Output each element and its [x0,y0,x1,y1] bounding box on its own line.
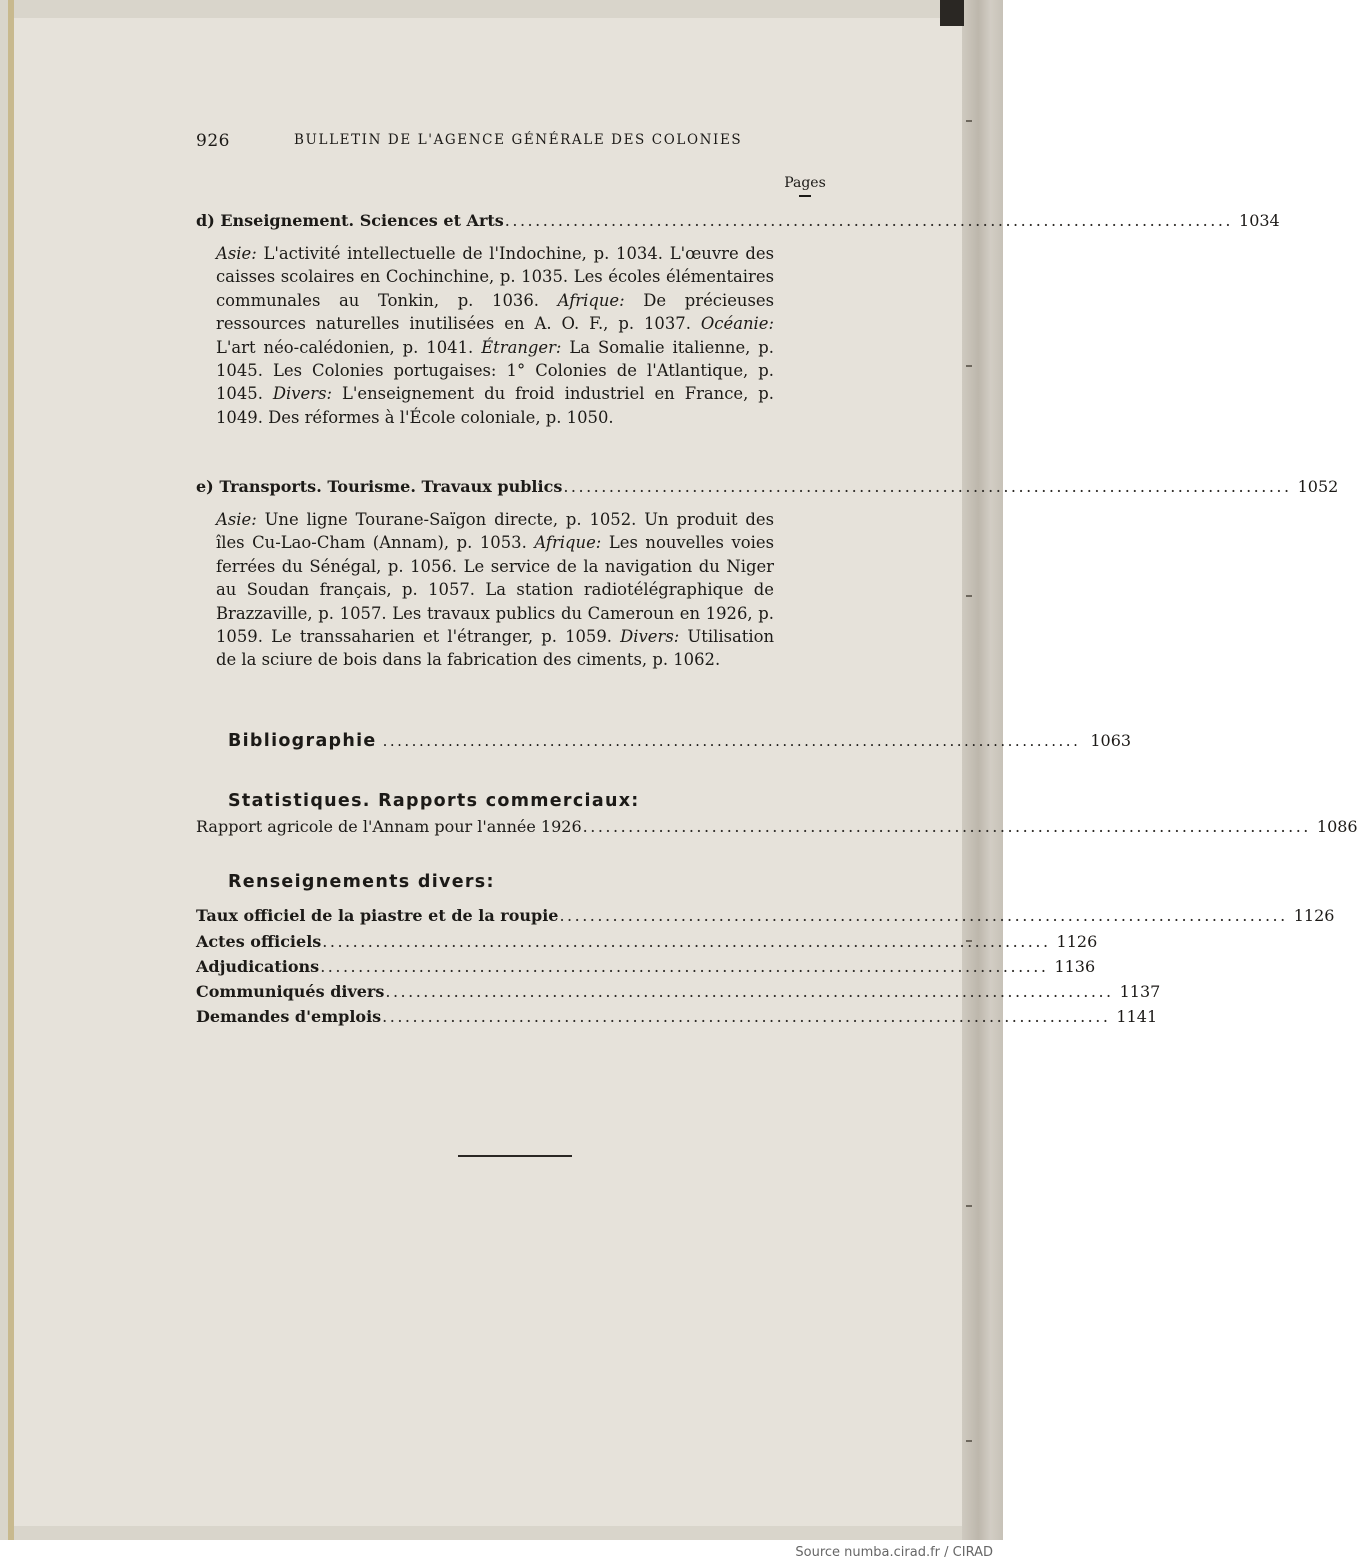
leader-dots: ................................................................................................ [559,906,1288,925]
end-rule [458,1155,572,1157]
leader-dots: ................................................................................................ [382,732,1081,750]
toc-entry-page: 1136 [1054,957,1096,976]
summary-text: L'enseignement du froid industriel en France, p. 1049. Des réformes à l'École coloniale, p. 1050. [216,384,774,427]
spine-tab [940,0,964,26]
section-e-summary [216,508,774,672]
spine-mark [966,1205,972,1207]
summary-text: L'activité intellectuelle de l'Indochine, p. 1034. L'œuvre des caisses scolaires en Cochinchine, p. 1035. Les écoles élémentaires communales au Tonkin, p. 1036. [216,244,774,310]
leader-dots: ................................................................................................ [385,982,1114,1001]
toc-entry-label: e) Transports. Tourisme. Travaux publics [196,477,563,496]
book-spine [962,0,1003,1540]
spine-mark [966,365,972,367]
pages-column-header [775,175,835,197]
toc-entry-page: 1126 [1056,932,1098,951]
region-label: Asie: [216,244,257,263]
region-label: Afrique: [557,290,625,310]
leader-dots: ................................................................................................ [320,957,1049,976]
summary-text: L'art néo-calédonien, p. 1041. [216,337,482,357]
running-title: BULLETIN DE L'AGENCE GÉNÉRALE DES COLONIES [294,132,743,148]
region-label: Divers: [620,627,680,647]
pages-label: Pages [784,175,826,191]
spine-mark [966,120,972,122]
toc-entry-page: 1141 [1116,1007,1158,1026]
toc-entry-page: 1052 [1297,477,1339,496]
summary-text: Utilisation de la sciure de bois dans la fabrication des ciments, p. 1062. [216,627,774,670]
region-label: Afrique: [534,533,602,553]
toc-entry-adjudications[interactable] [196,957,1096,979]
toc-entry-taux[interactable] [196,906,1335,928]
spine-mark [966,1440,972,1442]
toc-entry-communiques[interactable] [196,982,1161,1004]
spine-mark [966,595,972,597]
statistiques-heading: Statistiques. Rapports commerciaux: [228,791,640,811]
summary-paragraph [216,508,774,672]
bibliographie-page: 1063 [1090,731,1132,750]
page-number: 926 [196,131,230,151]
toc-entry-e[interactable] [196,477,1339,499]
region-label: Étranger: [481,337,562,357]
toc-entry-label: Rapport agricole de l'Annam pour l'année 1926 [196,817,582,836]
toc-entry-rapport-annam[interactable] [196,817,1358,839]
leader-dots: ................................................................................................ [582,817,1311,836]
toc-entry-page: 1034 [1239,211,1280,230]
toc-entry-page: 1086 [1316,817,1358,836]
region-label: Océanie: [700,314,774,334]
toc-entry-actes[interactable] [196,932,1098,954]
summary-paragraph [216,242,774,429]
summary-text: La Somalie italienne, p. 1045. Les Colonies portugaises: 1° Colonies de l'Atlantique, p. 1045. [216,337,775,404]
region-label: Asie: [216,510,257,529]
leader-dots: ................................................................................................ [504,211,1234,230]
section-d-summary [216,242,774,429]
renseignements-heading: Renseignements divers: [228,872,495,892]
toc-entry-label: Taux officiel de la piastre et de la roupie [196,906,559,925]
toc-entry-label: Communiqués divers [196,982,385,1001]
toc-entry-label: Actes officiels [196,932,322,951]
summary-text: De précieuses ressources naturelles inutilisées en A. O. F., p. 1037. [216,290,774,334]
region-label: Divers: [272,384,333,404]
toc-entry-page: 1126 [1293,906,1335,925]
pages-rule [799,195,811,197]
source-credit: Source numba.cirad.fr / CIRAD [795,1545,993,1560]
leader-dots: ................................................................................................ [322,932,1051,951]
summary-text: Les nouvelles voies ferrées du Sénégal, p. 1056. Le service de la navigation du Niger au Soudan français, p. 1057. La station radiotélégraphique de Brazzaville, p. 1057. Les travaux publics du Cameroun en 1926, p. 1059. Le transsaharien et l'étranger, p. 1059. [216,533,774,647]
toc-entry-bibliographie[interactable] [228,731,1132,751]
toc-entry-page: 1137 [1119,982,1161,1001]
toc-entry-label: d) Enseignement. Sciences et Arts [196,211,504,230]
toc-entry-d[interactable] [196,211,1280,233]
leader-dots: ................................................................................................ [382,1007,1111,1026]
toc-entry-demandes[interactable] [196,1007,1158,1029]
bibliographie-heading: Bibliographie [228,731,377,751]
toc-entry-label: Adjudications [196,957,320,976]
summary-text: Une ligne Tourane-Saïgon directe, p. 1052. Un produit des îles Cu-Lao-Cham (Annam), p. 1053. [216,510,774,553]
leader-dots: ................................................................................................ [563,477,1292,496]
toc-entry-label: Demandes d'emplois [196,1007,382,1026]
